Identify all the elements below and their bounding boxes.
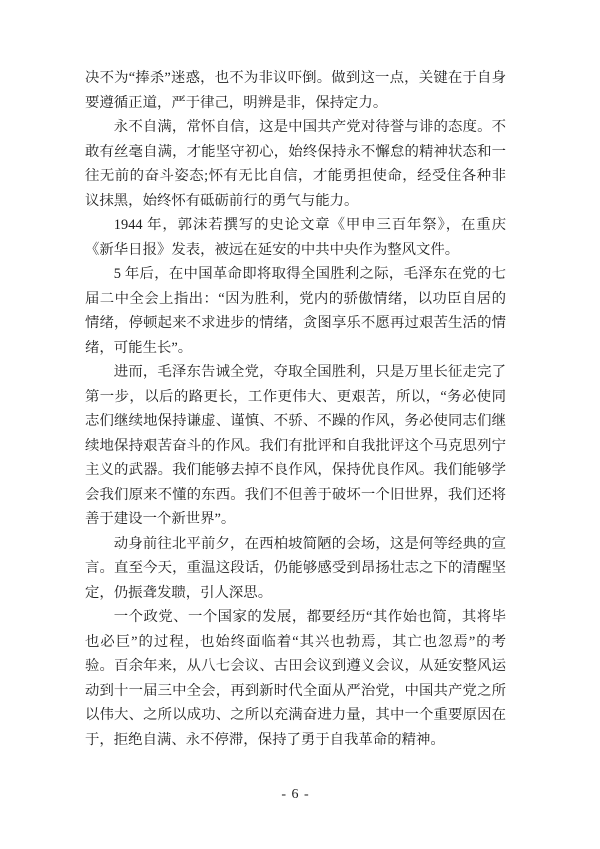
paragraph: 1944 年，郭沫若撰写的史论文章《甲申三百年祭》，在重庆《新华日报》发表，被远在延安的中共中央作为整风文件。 xyxy=(85,217,506,258)
paragraph: 进而，毛泽东告诫全党，夺取全国胜利，只是万里长征走完了第一步，以后的路更长，工作更伟大、更艰苦，所以，“务必使同志们继续地保持谦虚、谨慎、不骄、不躁的作风，务必使同志们继续地保持艰苦奋斗的作风。我们有批评和自我批评这个马克思列宁主义的武器。我们能够去掉不良作风，保持优良作风。我们能够学会我们原来不懂的东西。我们不但善于破坏一个旧世界，我们还将善于建设一个新世界”。 xyxy=(85,364,506,527)
paragraph: 动身前往北平前夕，在西柏坡简陋的会场，这是何等经典的宣言。直至今天，重温这段话，仍能够感受到昂扬壮志之下的清醒坚定，仍振聋发聩，引人深思。 xyxy=(85,535,506,601)
page-number: - 6 - xyxy=(281,787,310,802)
paragraph: 一个政党、一个国家的发展，都要经历“其作始也简，其将毕也必巨”的过程，也始终面临着“其兴也勃焉，其亡也忽焉”的考验。百余年来，从八七会议、古田会议到遵义会议，从延安整风运动到十一届三中全会，再到新时代全面从严治党，中国共产党之所以伟大、之所以成功、之所以充满奋进力量，其中一个重要原因在于，拒绝自满、永不停滞，保持了勇于自我革命的精神。 xyxy=(85,609,506,748)
paragraph: 5 年后，在中国革命即将取得全国胜利之际，毛泽东在党的七届二中全会上指出：“因为胜利，党内的骄傲情绪，以功臣自居的情绪，停顿起来不求进步的情绪，贪图享乐不愿再过艰苦生活的情绪，可能生长”。 xyxy=(85,266,506,356)
paragraph: 决不为“捧杀”迷惑，也不为非议吓倒。做到这一点，关键在于自身要遵循正道，严于律己，明辨是非，保持定力。 xyxy=(85,70,506,111)
paragraph: 永不自满，常怀自信，这是中国共产党对待誉与诽的态度。不敢有丝毫自满，才能坚守初心，始终保持永不懈怠的精神状态和一往无前的奋斗姿态;怀有无比自信，才能勇担使命，经受住各种非议抹黑，始终怀有砥砺前行的勇气与能力。 xyxy=(85,119,506,209)
document-body xyxy=(85,66,506,752)
